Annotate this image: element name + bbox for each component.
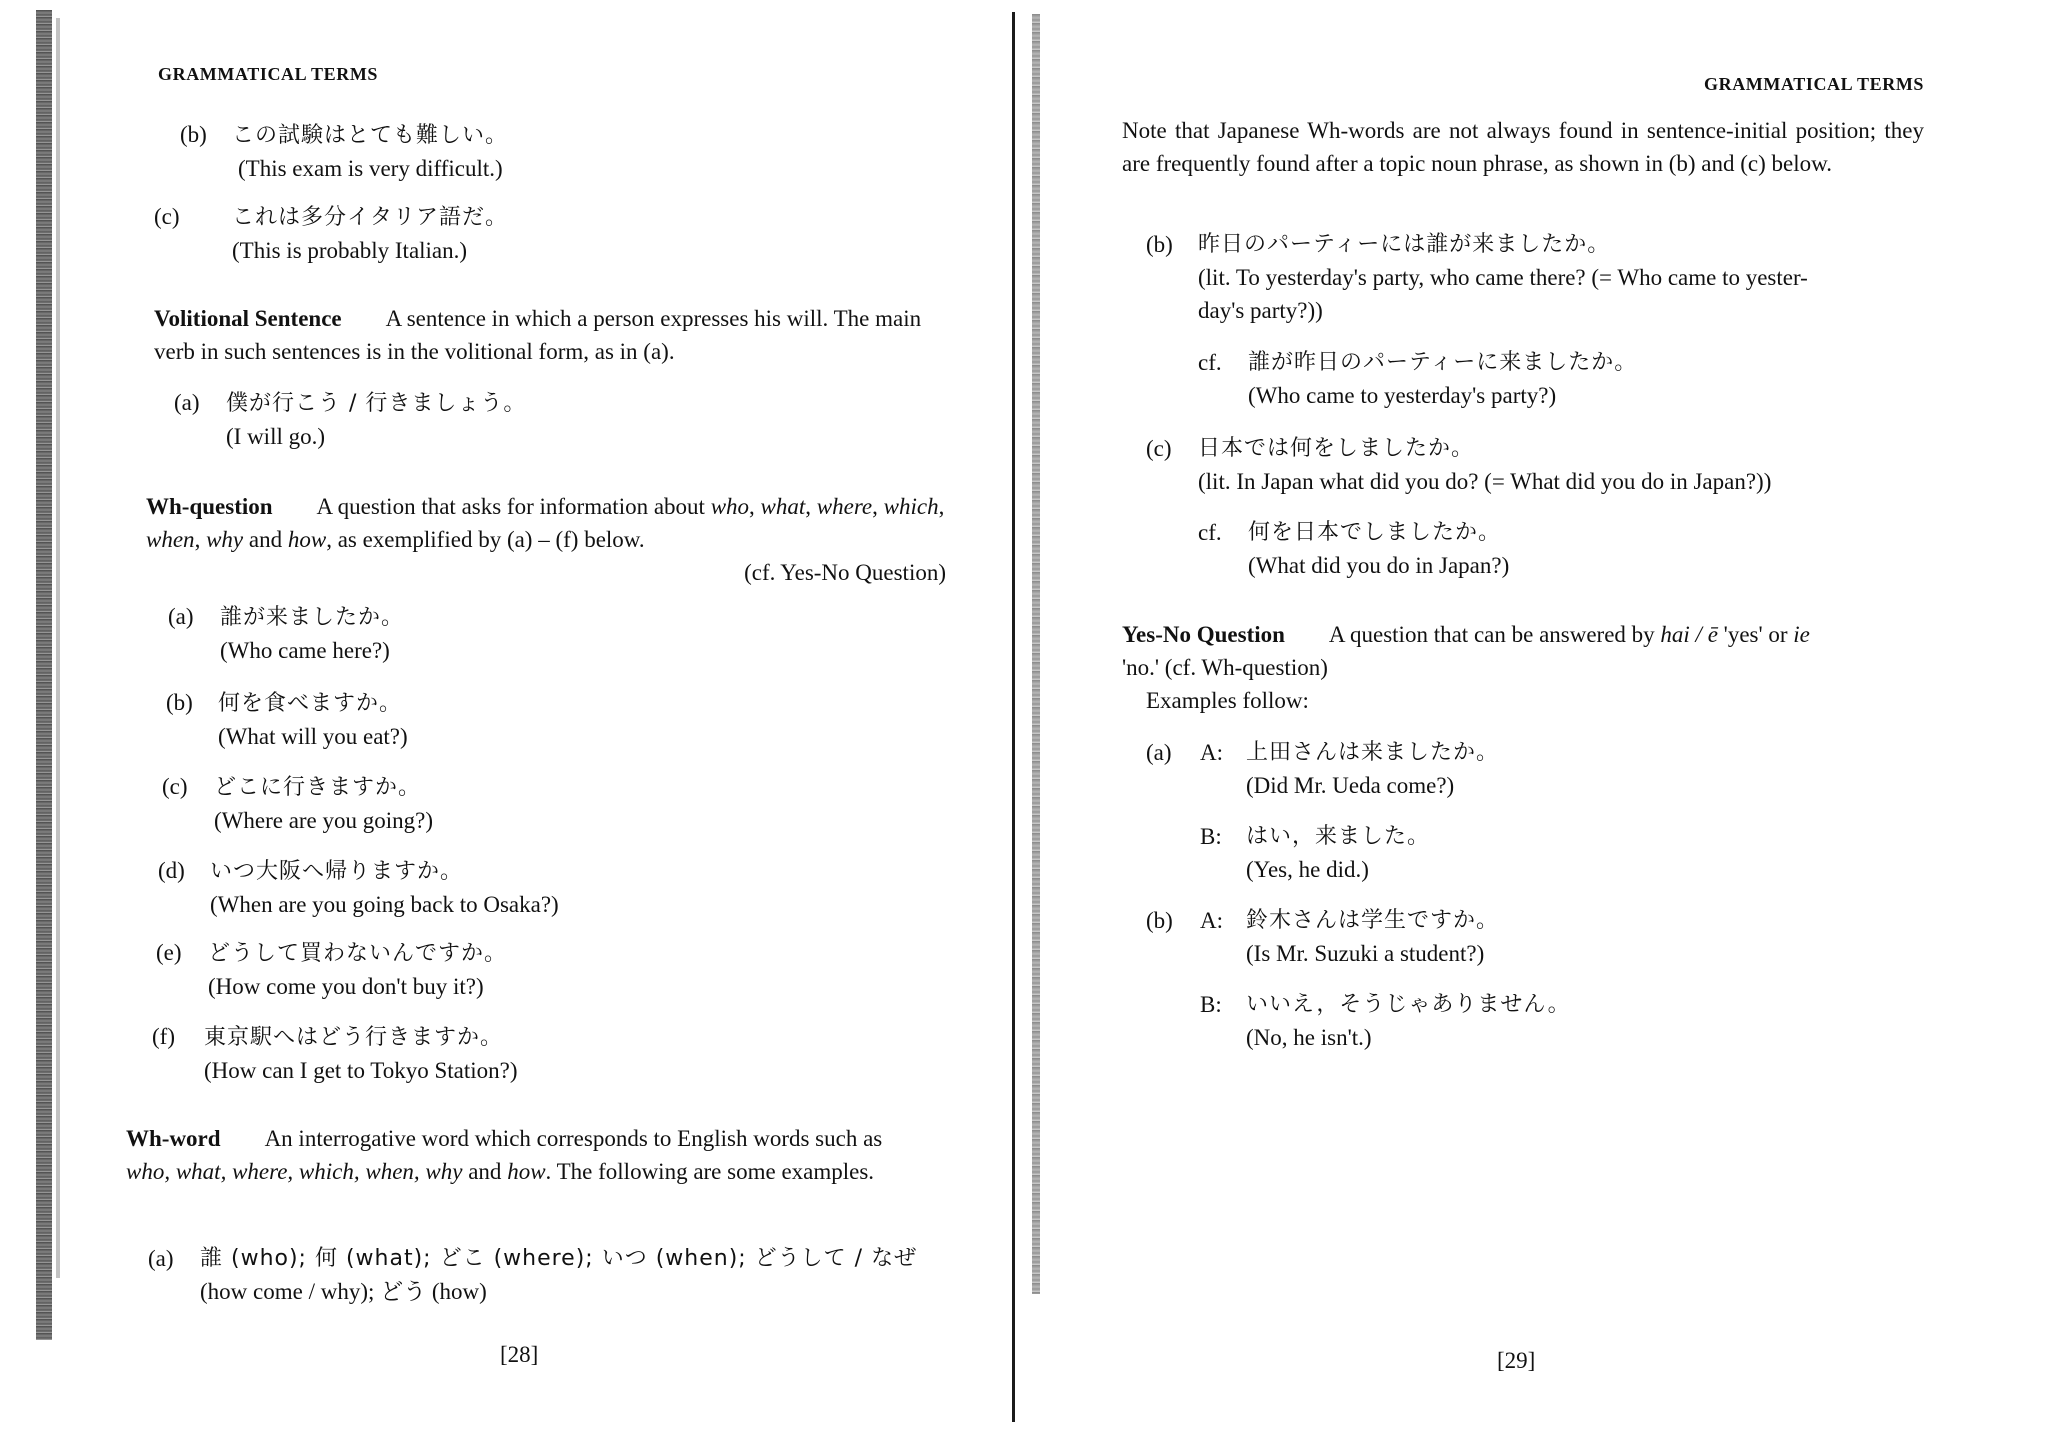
wh-example-d [158,854,938,924]
wh-topic-example-c-cf [1198,516,1958,586]
example-gloss: (This exam is very difficult.) [238,156,503,181]
entry-wh-question: Wh-question A question that asks for information about who, what, where, which, when, why and how, as exemplified by (a) – (f) below. (cf. Yes-No Question) [146,490,946,589]
example-japanese: 日本では何をしましたか。 [1198,436,1475,461]
cf-gloss: (What did you do in Japan?) [1248,553,1510,578]
example-label: (a) [1146,740,1172,765]
running-head-left: GRAMMATICAL TERMS [158,64,379,84]
word-how: how [507,1159,546,1184]
cf-label: cf. [1198,350,1222,375]
speaker-a-japanese: 鈴木さんは学生ですか。 [1246,908,1500,933]
speaker-b-japanese: いいえ，そうじゃありません。 [1246,992,1571,1017]
example-japanese: いつ大阪へ帰りますか。 [210,859,464,884]
word-hai: hai / ē [1660,622,1718,647]
example-gloss: (Where are you going?) [214,808,434,833]
word-who: who [710,494,750,519]
note-paragraph: Note that Japanese Wh-words are not always found in sentence-initial position; they are frequently found after a topic noun phrase, as shown in (b) and (c) below. [1122,118,1924,176]
example-japanese: どうして買わないんですか。 [208,941,508,966]
right-page [1022,0,2048,1434]
yes-no-example-b [1146,904,1946,1064]
examples-intro: Examples follow: [1146,688,1309,713]
example-gloss-line-2: day's party?)) [1198,298,1323,323]
entry-term: Wh-word [126,1126,221,1151]
running-head-right: GRAMMATICAL TERMS [1704,74,1925,94]
wh-topic-example-c [1146,432,1946,502]
wh-example-f [152,1020,932,1090]
word-which: which [883,494,939,519]
entry-term: Yes-No Question [1122,622,1285,647]
speaker-a-gloss: (Did Mr. Ueda come?) [1246,773,1455,798]
page-number-left: [28] [500,1342,539,1367]
example-gloss-line-1: (lit. To yesterday's party, who came there? (= Who came to yester- [1198,265,1808,290]
italic-word-list: who, what, where, which, when, why [126,1159,463,1184]
example-gloss: (How come you don't buy it?) [208,974,484,999]
entry-wh-word: Wh-word An interrogative word which corresponds to English words such as who, what, where, which, when, why and how. The following are some examples. [126,1126,883,1184]
entry-definition-pre: A question that can be answered by [1328,622,1661,647]
example-label: (a) [174,390,200,415]
example-gloss: (What will you eat?) [218,724,408,749]
wh-example-c [162,770,942,840]
example-gloss: (How can I get to Tokyo Station?) [204,1058,518,1083]
example-label: (a) [148,1246,174,1271]
page-number-right: [29] [1497,1348,1536,1373]
example-label: (f) [152,1024,175,1049]
speaker-b-gloss: (Yes, he did.) [1246,857,1369,882]
word-ie: ie [1793,622,1810,647]
entry-definition: A sentence in which a person expresses his will. The main verb in such sentences is in the volitional form, as in (a). [154,306,922,364]
example-gloss: (When are you going back to Osaka?) [210,892,559,917]
intro-example-b [180,118,960,188]
example-japanese: 昨日のパーティーには誰が来ましたか。 [1198,232,1611,257]
cf-label: cf. [1198,520,1222,545]
speaker-a-label: A: [1200,908,1223,933]
wh-topic-example-b-cf [1198,346,1958,416]
word-when: when [146,527,195,552]
example-japanese: どこに行きますか。 [214,775,422,800]
word-how: how [287,527,327,552]
example-label: (d) [158,858,185,883]
page-gutter-line [1012,12,1015,1422]
example-label: (e) [156,940,182,965]
example-japanese: 何を食べますか。 [218,691,403,716]
example-japanese: 僕が行こう / 行きましょう。 [226,391,527,416]
speaker-b-label: B: [1200,992,1222,1017]
example-line-1: 誰 (who); 何 (what); どこ (where); いつ (when); どうして / なぜ [200,1246,918,1271]
example-label: (b) [1146,232,1173,257]
speaker-a-label: A: [1200,740,1223,765]
entry-definition-pre: A question that asks for information about [316,494,711,519]
example-label: (b) [1146,908,1173,933]
entry-volitional-sentence [154,302,954,368]
example-gloss: (Who came here?) [220,638,390,663]
entry-term: Wh-question [146,494,273,519]
crossref: (cf. Yes-No Question) [744,560,946,585]
entry-definition-post: , as exemplified by (a) – (f) below. [326,527,645,552]
example-label: (c) [1146,436,1172,461]
entry-term: Volitional Sentence [154,306,342,331]
cf-japanese: 誰が昨日のパーティーに来ましたか。 [1248,350,1638,375]
example-label: (a) [168,604,194,629]
speaker-b-gloss: (No, he isn't.) [1246,1025,1372,1050]
intro-example-c [154,200,954,270]
entry-definition-line-2: 'no.' (cf. Wh-question) [1122,655,1328,680]
speaker-a-gloss: (Is Mr. Suzuki a student?) [1246,941,1485,966]
volitional-example-a [174,386,954,456]
speaker-b-japanese: はい，来ました。 [1246,824,1431,849]
wh-example-b [166,686,946,756]
wh-example-e [156,936,936,1006]
wh-word-example-a [148,1242,948,1312]
example-japanese: この試験はとても難しい。 [232,123,509,148]
yes-no-example-a [1146,736,1946,896]
cf-gloss: (Who came to yesterday's party?) [1248,383,1557,408]
word-what: what [760,494,806,519]
example-gloss: (I will go.) [226,424,326,449]
example-japanese: 誰が来ましたか。 [220,605,405,630]
example-japanese: これは多分イタリア語だ。 [232,205,509,230]
example-gloss-line-1: (lit. In Japan what did you do? (= What did you do in Japan?)) [1198,469,1772,494]
speaker-a-japanese: 上田さんは来ましたか。 [1246,740,1500,765]
entry-yes-no-question: Yes-No Question A question that can be answered by hai / ē 'yes' or ie 'no.' (cf. Wh-question) Examples follow: [1122,618,1928,717]
example-label: (c) [154,204,180,229]
wh-example-a [168,600,948,670]
example-gloss: (This is probably Italian.) [232,238,468,263]
entry-definition-post: . The following are some examples. [545,1159,875,1184]
example-label: (b) [180,122,207,147]
entry-definition-pre: An interrogative word which corresponds to English words such as [264,1126,883,1151]
word-where: where [816,494,873,519]
word-why: why [206,527,244,552]
example-label: (c) [162,774,188,799]
example-label: (b) [166,690,193,715]
cf-japanese: 何を日本でしましたか。 [1248,520,1502,545]
left-page [0,0,1010,1434]
speaker-b-label: B: [1200,824,1222,849]
example-line-2: (how come / why); どう (how) [200,1279,487,1304]
example-japanese: 東京駅へはどう行きますか。 [204,1025,504,1050]
